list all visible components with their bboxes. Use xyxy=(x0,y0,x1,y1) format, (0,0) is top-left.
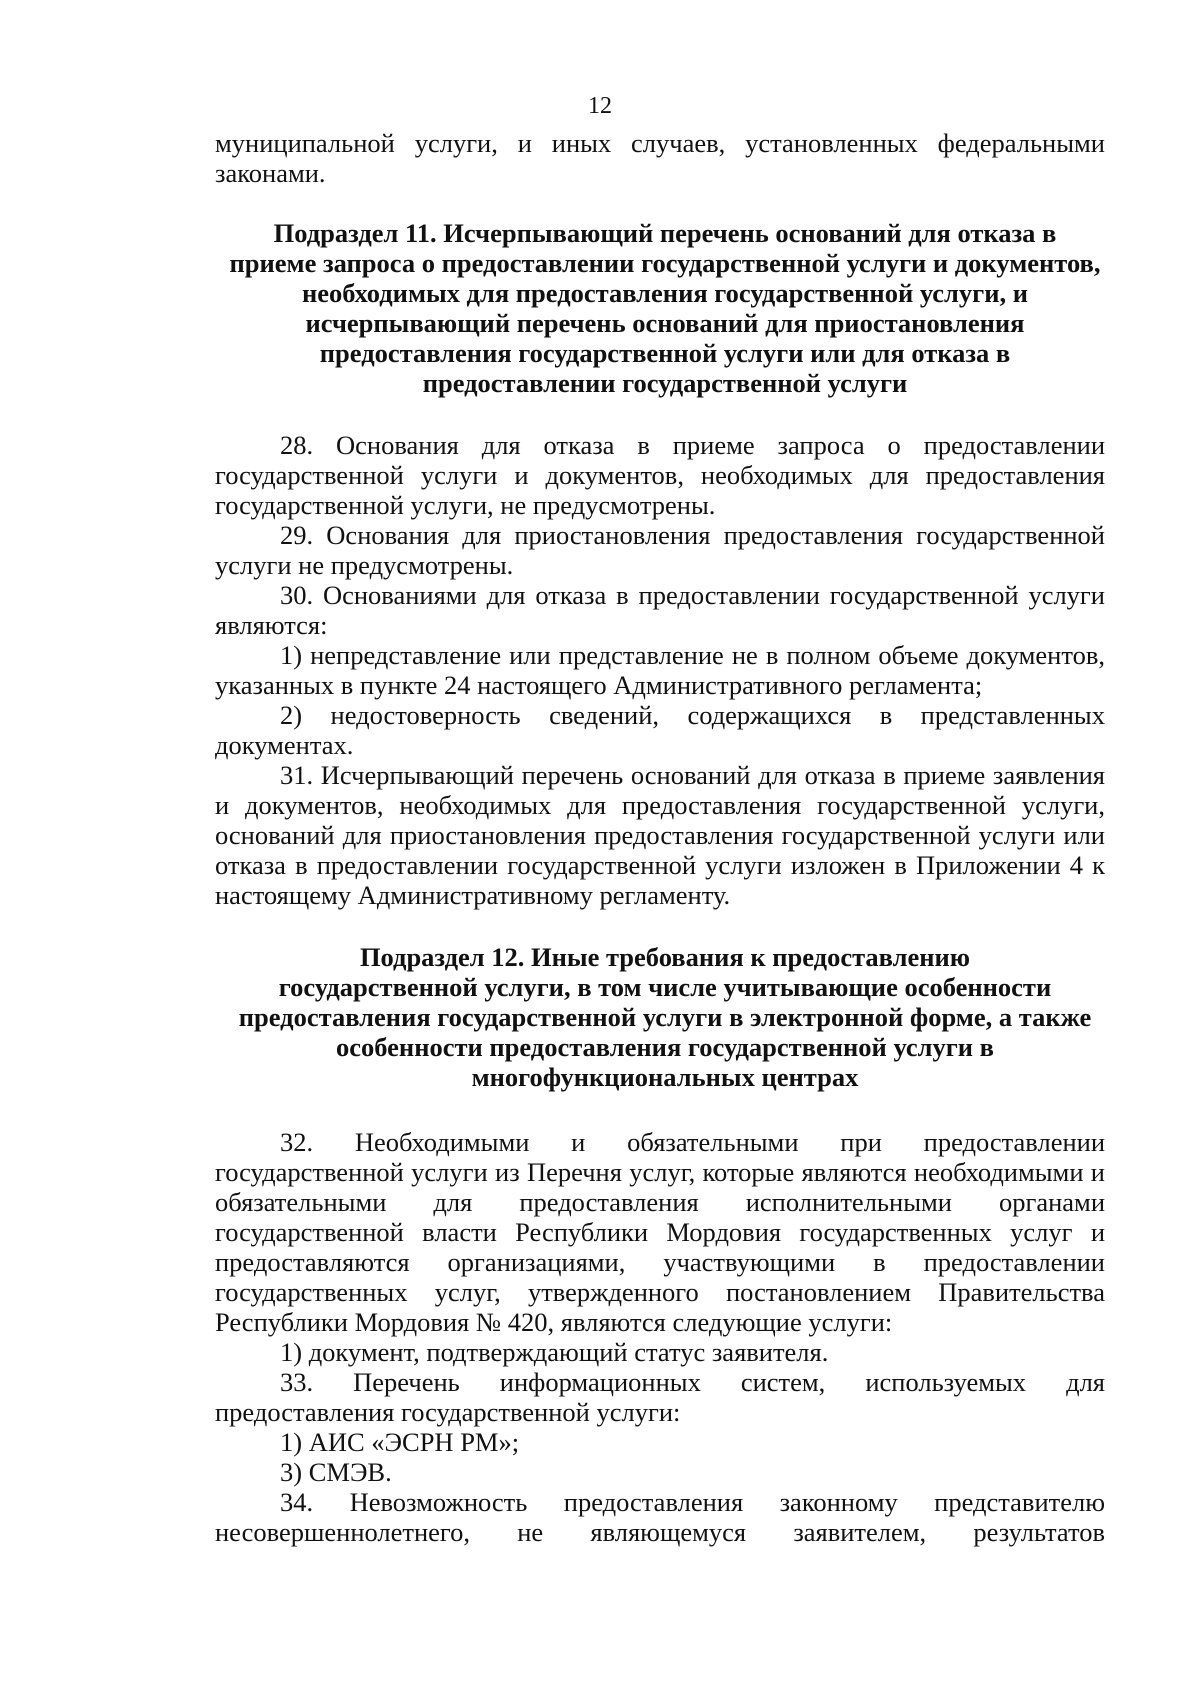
paragraph-30: 30. Основаниями для отказа в предоставлении государственной услуги являются: xyxy=(215,580,1105,640)
subsection-11-heading xyxy=(215,218,1105,398)
heading-line: Подраздел 11. Исчерпывающий перечень оснований для отказа в xyxy=(273,218,1057,248)
page-number: 12 xyxy=(588,93,612,119)
paragraph-33-item-3: 3) СМЭВ. xyxy=(280,1457,392,1487)
document-body xyxy=(215,128,1105,1547)
subsection-12-heading xyxy=(215,942,1105,1092)
paragraph-34: 34. Невозможность предоставления законному представителю несовершеннолетнего, не являющемуся заявителем, результатов xyxy=(215,1487,1105,1547)
paragraph-28: 28. Основания для отказа в приеме запроса о предоставлении государственной услуги и документов, необходимых для предоставления государственной услуги, не предусмотрены. xyxy=(215,430,1105,520)
heading-line: исчерпывающий перечень оснований для приостановления xyxy=(305,308,1025,338)
paragraph-32: 32. Необходимыми и обязательными при предоставлении государственной услуги из Перечня услуг, которые являются необходимыми и обязательными для предоставления исполнительными органами государственной власти Республики Мордовия государственных услуг и предоставляются организациями, участвующими в предоставлении государственных услуг, утвержденного постановлением Правительства Республики Мордовия № 420, являются следующие услуги: xyxy=(215,1127,1105,1337)
intro-paragraph: муниципальной услуги, и иных случаев, установленных федеральными законами. xyxy=(215,128,1105,188)
heading-line: предоставления государственной услуги в электронной форме, а также xyxy=(238,1002,1092,1032)
heading-line: предоставления государственной услуги или для отказа в xyxy=(319,338,1011,368)
heading-line: Подраздел 12. Иные требования к предоставлению xyxy=(359,942,971,972)
heading-line: особенности предоставления государственной услуги в xyxy=(336,1032,994,1062)
heading-line: государственной услуги, в том числе учитывающие особенности xyxy=(278,972,1052,1002)
paragraph-33: 33. Перечень информационных систем, используемых для предоставления государственной услуги: xyxy=(215,1367,1105,1427)
paragraph-29: 29. Основания для приостановления предоставления государственной услуги не предусмотрены. xyxy=(215,520,1105,580)
paragraph-33-item-1: 1) АИС «ЭСРН РМ»; xyxy=(280,1427,520,1457)
heading-line: предоставлении государственной услуги xyxy=(422,368,908,398)
heading-line: многофункциональных центрах xyxy=(471,1062,859,1092)
heading-line: приеме запроса о предоставлении государственной услуги и документов, xyxy=(229,248,1101,278)
paragraph-32-item-1: 1) документ, подтверждающий статус заявителя. xyxy=(280,1337,829,1367)
paragraph-30-item-2: 2) недостоверность сведений, содержащихся в представленных документах. xyxy=(215,700,1105,760)
heading-line: необходимых для предоставления государственной услуги, и xyxy=(302,278,1028,308)
paragraph-31: 31. Исчерпывающий перечень оснований для отказа в приеме заявления и документов, необходимых для предоставления государственной услуги, оснований для приостановления предоставления государственной услуги или отказа в предоставлении государственной услуги изложен в Приложении 4 к настоящему Административному регламенту. xyxy=(215,760,1105,910)
paragraph-30-item-1: 1) непредставление или представление не в полном объеме документов, указанных в пункте 24 настоящего Административного регламента; xyxy=(215,640,1105,700)
